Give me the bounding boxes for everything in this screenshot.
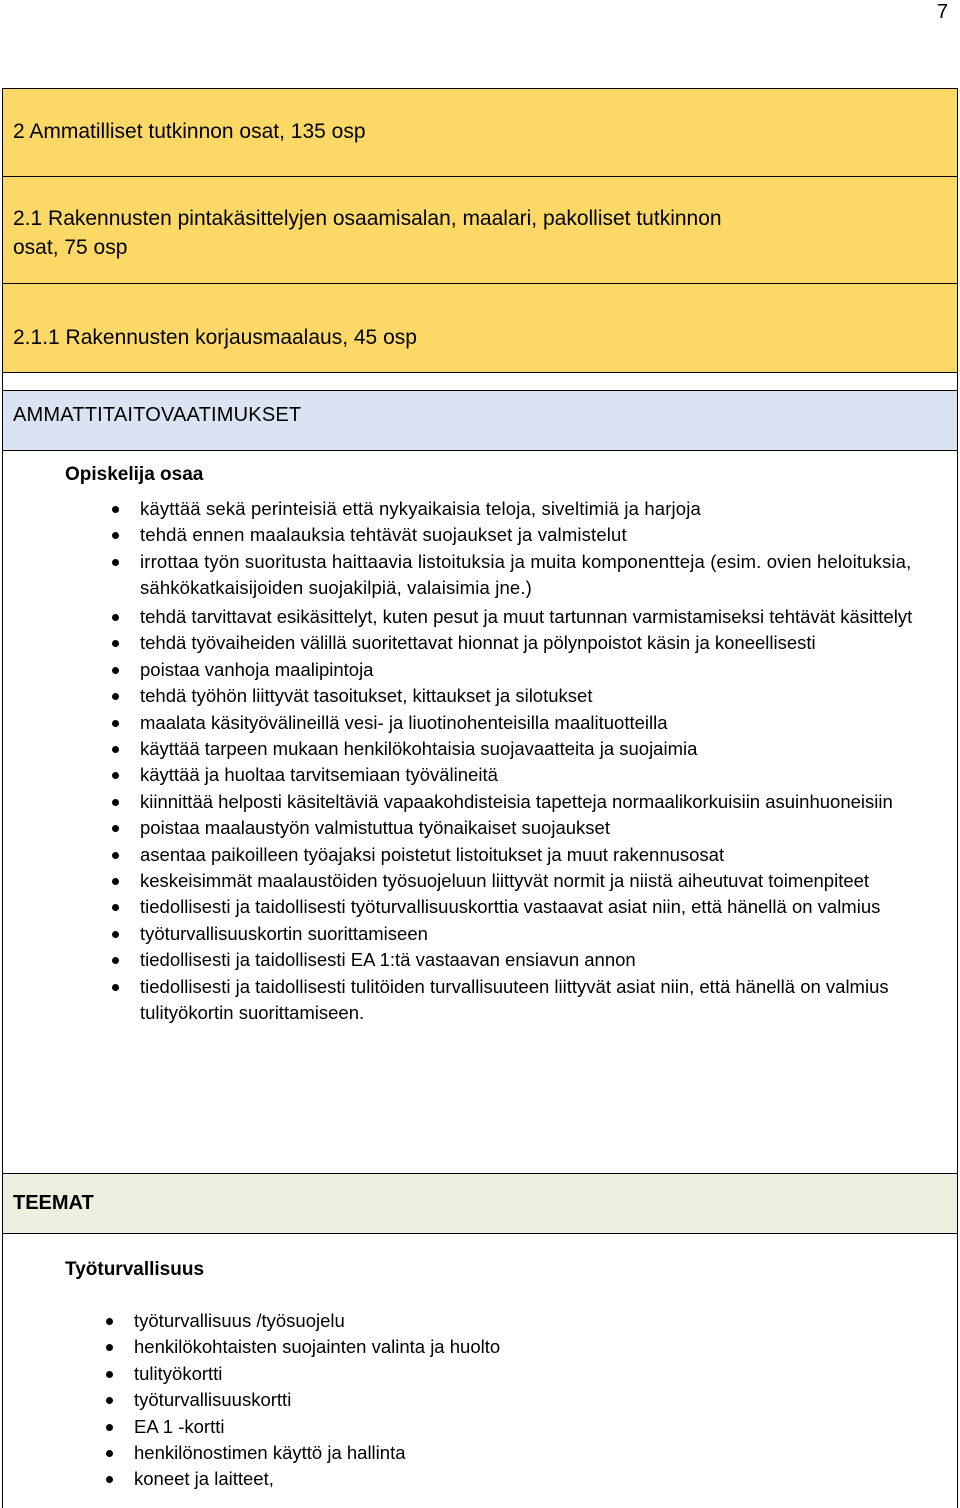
requirements-list-a <box>140 496 950 602</box>
heading-level3: 2.1.1 Rakennusten korjausmaalaus, 45 osp <box>13 326 417 349</box>
themes-list <box>134 1308 914 1493</box>
list-item: asentaa paikoilleen työajaksi poistetut listoitukset ja muut rakennusosat <box>140 842 950 868</box>
spacer-row <box>3 372 957 390</box>
list-item: tiedollisesti ja taidollisesti tulitöiden turvallisuuteen liittyvät asiat niin, että hänellä on valmius tulityökortin suorittamiseen. <box>140 974 950 1027</box>
list-item: henkilönostimen käyttö ja hallinta <box>134 1440 914 1466</box>
requirements-list-b <box>140 604 950 1027</box>
list-item: tehdä tarvittavat esikäsittelyt, kuten pesut ja muut tartunnan varmistamiseksi tehtävät käsittelyt <box>140 604 950 630</box>
heading-level2-line2: osat, 75 osp <box>13 236 128 259</box>
list-item: koneet ja laitteet, <box>134 1466 914 1492</box>
list-item: käyttää sekä perinteisiä että nykyaikaisia teloja, siveltimiä ja harjoja <box>140 496 950 522</box>
heading-level1-cell <box>3 88 957 176</box>
heading-level1: 2 Ammatilliset tutkinnon osat, 135 osp <box>13 120 366 143</box>
list-item: poistaa vanhoja maalipintoja <box>140 657 950 683</box>
list-item: poistaa maalaustyön valmistuttua työnaikaiset suojaukset <box>140 815 950 841</box>
list-item: kiinnittää helposti käsiteltäviä vapaakohdisteisia tapetteja normaalikorkuisiin asuinhuoneisiin <box>140 789 950 815</box>
list-item: tehdä työvaiheiden välillä suoritettavat hionnat ja pölynpoistot käsin ja koneellisesti <box>140 630 950 656</box>
themes-title: TEEMAT <box>13 1192 94 1214</box>
requirements-subtitle: Opiskelija osaa <box>65 464 204 485</box>
list-item: käyttää tarpeen mukaan henkilökohtaisia suojavaatteita ja suojaimia <box>140 736 950 762</box>
list-item: tiedollisesti ja taidollisesti EA 1:tä vastaavan ensiavun annon <box>140 947 950 973</box>
themes-header-cell <box>3 1173 957 1233</box>
heading-level3-cell <box>3 283 957 372</box>
list-item: työturvallisuuskortin suorittamiseen <box>140 921 950 947</box>
list-item: EA 1 -kortti <box>134 1414 914 1440</box>
heading-level2-cell <box>3 176 957 283</box>
list-item: tiedollisesti ja taidollisesti työturvallisuuskorttia vastaavat asiat niin, että hänellä on valmius <box>140 894 950 920</box>
list-item: työturvallisuus /työsuojelu <box>134 1308 914 1334</box>
list-item: maalata käsityövälineillä vesi- ja liuotinohenteisilla maalituotteilla <box>140 710 950 736</box>
list-item: irrottaa työn suoritusta haittaavia listoituksia ja muita komponentteja (esim. ovien heloituksia, sähkökatkaisijoiden suojakilpiä, valaisimia jne.) <box>140 549 950 602</box>
list-item: keskeisimmät maalaustöiden työsuojeluun liittyvät normit ja niistä aiheutuvat toimenpiteet <box>140 868 950 894</box>
requirements-title: AMMATTITAITOVAATIMUKSET <box>13 404 302 426</box>
page-number: 7 <box>936 1 948 23</box>
list-item: tulityökortti <box>134 1361 914 1387</box>
list-item: tehdä ennen maalauksia tehtävät suojaukset ja valmistelut <box>140 522 950 548</box>
heading-level2-line1: 2.1 Rakennusten pintakäsittelyjen osaamisalan, maalari, pakolliset tutkinnon <box>13 207 722 230</box>
list-item: henkilökohtaisten suojainten valinta ja huolto <box>134 1334 914 1360</box>
list-item: työturvallisuuskortti <box>134 1387 914 1413</box>
requirements-header-cell <box>3 390 957 450</box>
themes-subtitle: Työturvallisuus <box>65 1259 205 1280</box>
list-item: käyttää ja huoltaa tarvitsemiaan työvälineitä <box>140 762 950 788</box>
list-item: tehdä työhön liittyvät tasoitukset, kittaukset ja silotukset <box>140 683 950 709</box>
